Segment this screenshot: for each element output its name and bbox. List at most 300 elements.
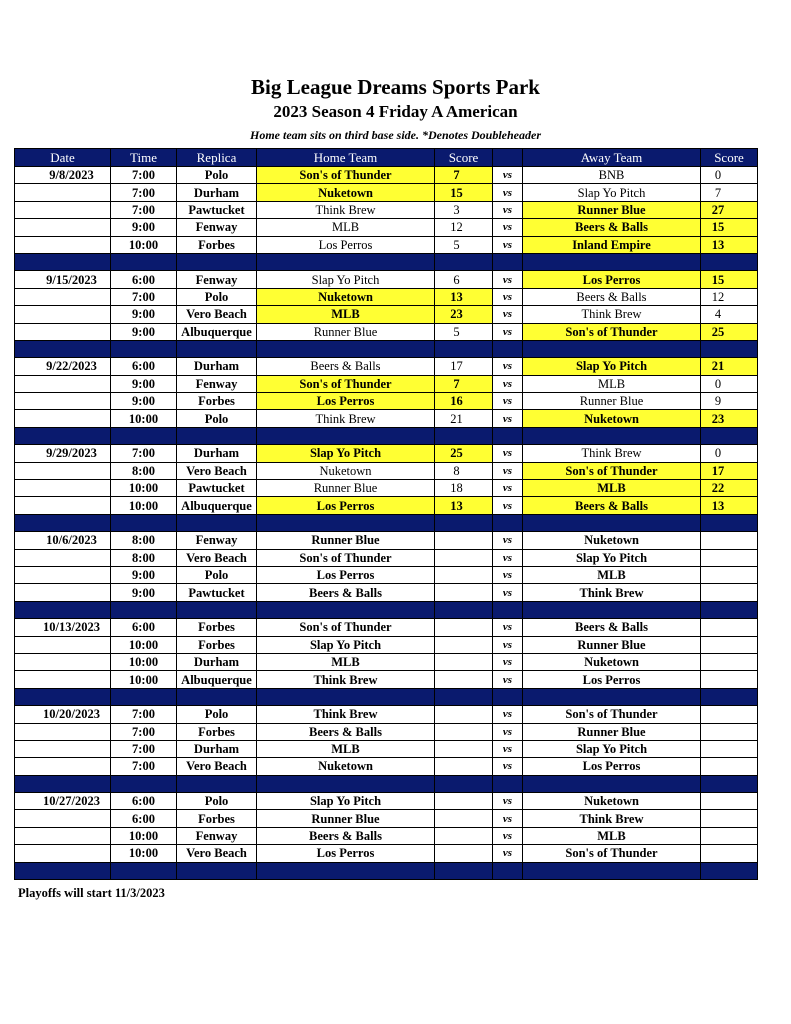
home-team: Runner Blue [257, 532, 435, 549]
header-date: Date [15, 149, 111, 167]
separator-cell [523, 514, 701, 531]
away-team: Think Brew [523, 306, 701, 323]
home-score [435, 723, 493, 740]
vs-label: vs [493, 619, 523, 636]
game-date [15, 323, 111, 340]
game-replica: Forbes [177, 393, 257, 410]
separator-cell [177, 253, 257, 270]
table-row [15, 288, 758, 305]
away-team: Los Perros [523, 758, 701, 775]
game-date: 10/6/2023 [15, 532, 111, 549]
separator-cell [435, 775, 493, 792]
separator-cell [493, 514, 523, 531]
home-team: Nuketown [257, 758, 435, 775]
vs-label: vs [493, 375, 523, 392]
week-separator [15, 253, 758, 270]
home-team: MLB [257, 653, 435, 670]
game-replica: Durham [177, 740, 257, 757]
game-time: 10:00 [111, 497, 177, 514]
table-row [15, 358, 758, 375]
home-score [435, 740, 493, 757]
vs-label: vs [493, 497, 523, 514]
game-time: 6:00 [111, 810, 177, 827]
separator-cell [177, 514, 257, 531]
game-date [15, 584, 111, 601]
home-score [435, 619, 493, 636]
away-team: Inland Empire [523, 236, 701, 253]
game-replica: Durham [177, 184, 257, 201]
week-separator [15, 514, 758, 531]
game-replica: Albuquerque [177, 497, 257, 514]
table-row [15, 184, 758, 201]
away-score [701, 758, 758, 775]
away-team: Runner Blue [523, 393, 701, 410]
separator-cell [523, 340, 701, 357]
game-replica: Polo [177, 793, 257, 810]
game-date [15, 671, 111, 688]
game-date [15, 462, 111, 479]
away-score: 0 [701, 445, 758, 462]
away-team: MLB [523, 480, 701, 497]
schedule-table [14, 148, 758, 880]
game-time: 8:00 [111, 549, 177, 566]
vs-label: vs [493, 566, 523, 583]
vs-label: vs [493, 358, 523, 375]
home-score: 16 [435, 393, 493, 410]
away-score [701, 827, 758, 844]
game-date [15, 758, 111, 775]
away-score: 22 [701, 480, 758, 497]
away-score [701, 532, 758, 549]
game-time: 7:00 [111, 167, 177, 184]
separator-cell [701, 775, 758, 792]
separator-cell [493, 601, 523, 618]
separator-cell [435, 601, 493, 618]
game-date: 10/13/2023 [15, 619, 111, 636]
away-score [701, 793, 758, 810]
game-time: 7:00 [111, 758, 177, 775]
home-team: Nuketown [257, 288, 435, 305]
week-separator [15, 862, 758, 879]
separator-cell [493, 340, 523, 357]
separator-cell [111, 775, 177, 792]
header-home-team: Home Team [257, 149, 435, 167]
header-home-score: Score [435, 149, 493, 167]
separator-cell [111, 427, 177, 444]
game-replica: Vero Beach [177, 462, 257, 479]
game-time: 6:00 [111, 271, 177, 288]
header-away-team: Away Team [523, 149, 701, 167]
separator-cell [701, 862, 758, 879]
game-replica: Fenway [177, 827, 257, 844]
vs-label: vs [493, 219, 523, 236]
separator-cell [257, 688, 435, 705]
away-score [701, 671, 758, 688]
game-replica: Polo [177, 288, 257, 305]
home-score [435, 671, 493, 688]
game-date: 9/29/2023 [15, 445, 111, 462]
separator-cell [177, 775, 257, 792]
game-time: 9:00 [111, 375, 177, 392]
header-vs-blank [493, 149, 523, 167]
table-row [15, 653, 758, 670]
home-score: 25 [435, 445, 493, 462]
vs-label: vs [493, 758, 523, 775]
game-time: 7:00 [111, 723, 177, 740]
away-score [701, 636, 758, 653]
home-team: Beers & Balls [257, 358, 435, 375]
away-score [701, 653, 758, 670]
vs-label: vs [493, 480, 523, 497]
home-team: Los Perros [257, 497, 435, 514]
home-score [435, 810, 493, 827]
home-score [435, 566, 493, 583]
home-score: 17 [435, 358, 493, 375]
week-separator [15, 775, 758, 792]
home-score: 12 [435, 219, 493, 236]
away-team: Nuketown [523, 653, 701, 670]
away-score: 15 [701, 219, 758, 236]
home-score: 7 [435, 375, 493, 392]
game-time: 7:00 [111, 201, 177, 218]
home-team: Runner Blue [257, 480, 435, 497]
vs-label: vs [493, 306, 523, 323]
game-date [15, 566, 111, 583]
separator-cell [177, 601, 257, 618]
vs-label: vs [493, 410, 523, 427]
home-team: Beers & Balls [257, 584, 435, 601]
home-team: Son's of Thunder [257, 549, 435, 566]
away-team: Slap Yo Pitch [523, 549, 701, 566]
table-row [15, 375, 758, 392]
table-row [15, 410, 758, 427]
separator-cell [435, 514, 493, 531]
game-date [15, 236, 111, 253]
game-time: 9:00 [111, 393, 177, 410]
away-team: Nuketown [523, 532, 701, 549]
table-row [15, 619, 758, 636]
separator-cell [257, 514, 435, 531]
vs-label: vs [493, 549, 523, 566]
vs-label: vs [493, 810, 523, 827]
vs-label: vs [493, 393, 523, 410]
table-row [15, 740, 758, 757]
game-date [15, 810, 111, 827]
home-score: 23 [435, 306, 493, 323]
separator-cell [15, 427, 111, 444]
separator-cell [701, 427, 758, 444]
home-score: 7 [435, 167, 493, 184]
away-score [701, 723, 758, 740]
game-time: 10:00 [111, 671, 177, 688]
header-replica: Replica [177, 149, 257, 167]
away-team: Son's of Thunder [523, 706, 701, 723]
home-team: Think Brew [257, 201, 435, 218]
separator-cell [435, 862, 493, 879]
separator-cell [15, 253, 111, 270]
separator-cell [701, 340, 758, 357]
separator-cell [523, 427, 701, 444]
away-score: 21 [701, 358, 758, 375]
game-time: 6:00 [111, 793, 177, 810]
away-score: 0 [701, 375, 758, 392]
game-time: 10:00 [111, 236, 177, 253]
game-date [15, 827, 111, 844]
table-row [15, 845, 758, 862]
separator-cell [111, 340, 177, 357]
away-score: 17 [701, 462, 758, 479]
game-date [15, 393, 111, 410]
game-replica: Forbes [177, 236, 257, 253]
home-team: Nuketown [257, 184, 435, 201]
separator-cell [701, 688, 758, 705]
week-separator [15, 427, 758, 444]
separator-cell [111, 688, 177, 705]
game-replica: Polo [177, 167, 257, 184]
separator-cell [15, 601, 111, 618]
vs-label: vs [493, 462, 523, 479]
home-team: Son's of Thunder [257, 619, 435, 636]
home-team: Los Perros [257, 393, 435, 410]
table-row [15, 758, 758, 775]
away-team: Los Perros [523, 271, 701, 288]
separator-cell [15, 514, 111, 531]
home-score [435, 706, 493, 723]
home-team: Think Brew [257, 410, 435, 427]
game-time: 10:00 [111, 636, 177, 653]
away-team: Runner Blue [523, 723, 701, 740]
separator-cell [257, 862, 435, 879]
game-replica: Polo [177, 410, 257, 427]
home-score: 15 [435, 184, 493, 201]
separator-cell [15, 775, 111, 792]
game-time: 6:00 [111, 619, 177, 636]
away-team: Los Perros [523, 671, 701, 688]
game-time: 9:00 [111, 584, 177, 601]
separator-cell [257, 340, 435, 357]
header-time: Time [111, 149, 177, 167]
game-replica: Albuquerque [177, 671, 257, 688]
game-replica: Forbes [177, 723, 257, 740]
separator-cell [257, 601, 435, 618]
table-row [15, 323, 758, 340]
game-date [15, 201, 111, 218]
home-team: Son's of Thunder [257, 167, 435, 184]
vs-label: vs [493, 532, 523, 549]
away-team: Beers & Balls [523, 219, 701, 236]
vs-label: vs [493, 584, 523, 601]
game-replica: Fenway [177, 532, 257, 549]
home-score: 3 [435, 201, 493, 218]
separator-cell [523, 775, 701, 792]
game-date [15, 740, 111, 757]
game-date: 9/15/2023 [15, 271, 111, 288]
table-row [15, 566, 758, 583]
vs-label: vs [493, 636, 523, 653]
away-team: Runner Blue [523, 636, 701, 653]
game-replica: Pawtucket [177, 584, 257, 601]
vs-label: vs [493, 323, 523, 340]
away-team: BNB [523, 167, 701, 184]
table-row [15, 549, 758, 566]
home-score [435, 636, 493, 653]
separator-cell [435, 427, 493, 444]
home-team: Slap Yo Pitch [257, 445, 435, 462]
home-score: 5 [435, 323, 493, 340]
home-team: Son's of Thunder [257, 375, 435, 392]
game-date [15, 410, 111, 427]
home-team: MLB [257, 219, 435, 236]
table-header-row [15, 149, 758, 167]
vs-label: vs [493, 184, 523, 201]
separator-cell [493, 775, 523, 792]
game-time: 9:00 [111, 566, 177, 583]
vs-label: vs [493, 723, 523, 740]
separator-cell [111, 862, 177, 879]
playoffs-note: Playoffs will start 11/3/2023 [18, 886, 165, 900]
game-replica: Forbes [177, 619, 257, 636]
home-score: 5 [435, 236, 493, 253]
home-team: Runner Blue [257, 810, 435, 827]
separator-cell [523, 601, 701, 618]
home-team: Slap Yo Pitch [257, 636, 435, 653]
away-score: 13 [701, 497, 758, 514]
game-replica: Forbes [177, 810, 257, 827]
away-team: Nuketown [523, 793, 701, 810]
game-time: 7:00 [111, 445, 177, 462]
home-team: Think Brew [257, 671, 435, 688]
table-row [15, 636, 758, 653]
game-replica: Pawtucket [177, 480, 257, 497]
vs-label: vs [493, 201, 523, 218]
table-row [15, 497, 758, 514]
home-team: Beers & Balls [257, 723, 435, 740]
game-replica: Durham [177, 653, 257, 670]
home-score [435, 653, 493, 670]
game-replica: Forbes [177, 636, 257, 653]
separator-cell [257, 775, 435, 792]
vs-label: vs [493, 671, 523, 688]
separator-cell [257, 427, 435, 444]
game-date [15, 636, 111, 653]
table-row [15, 445, 758, 462]
game-replica: Durham [177, 358, 257, 375]
game-replica: Vero Beach [177, 758, 257, 775]
away-team: Slap Yo Pitch [523, 740, 701, 757]
schedule-body [15, 167, 758, 880]
game-date [15, 184, 111, 201]
game-replica: Pawtucket [177, 201, 257, 218]
away-team: Think Brew [523, 445, 701, 462]
table-row [15, 271, 758, 288]
game-replica: Fenway [177, 375, 257, 392]
away-score: 0 [701, 167, 758, 184]
table-row [15, 167, 758, 184]
table-row [15, 462, 758, 479]
separator-cell [701, 253, 758, 270]
vs-label: vs [493, 653, 523, 670]
separator-cell [493, 427, 523, 444]
home-score [435, 758, 493, 775]
game-time: 7:00 [111, 288, 177, 305]
game-date [15, 480, 111, 497]
home-score [435, 845, 493, 862]
separator-cell [523, 253, 701, 270]
away-score: 15 [701, 271, 758, 288]
separator-cell [177, 340, 257, 357]
separator-cell [493, 253, 523, 270]
away-score [701, 706, 758, 723]
table-row [15, 793, 758, 810]
table-row [15, 532, 758, 549]
home-score: 18 [435, 480, 493, 497]
vs-label: vs [493, 740, 523, 757]
game-time: 10:00 [111, 480, 177, 497]
game-date [15, 375, 111, 392]
away-team: Runner Blue [523, 201, 701, 218]
separator-cell [177, 862, 257, 879]
home-score [435, 584, 493, 601]
game-replica: Fenway [177, 271, 257, 288]
vs-label: vs [493, 793, 523, 810]
table-row [15, 723, 758, 740]
vs-label: vs [493, 167, 523, 184]
away-score: 12 [701, 288, 758, 305]
game-date [15, 549, 111, 566]
away-team: Think Brew [523, 810, 701, 827]
separator-cell [177, 688, 257, 705]
separator-cell [701, 601, 758, 618]
home-team: Los Perros [257, 236, 435, 253]
week-separator [15, 601, 758, 618]
away-score [701, 549, 758, 566]
away-score: 13 [701, 236, 758, 253]
separator-cell [15, 340, 111, 357]
away-team: Slap Yo Pitch [523, 358, 701, 375]
separator-cell [493, 688, 523, 705]
game-date: 9/8/2023 [15, 167, 111, 184]
game-time: 8:00 [111, 532, 177, 549]
away-score: 23 [701, 410, 758, 427]
game-replica: Vero Beach [177, 549, 257, 566]
away-team: Beers & Balls [523, 497, 701, 514]
game-time: 10:00 [111, 410, 177, 427]
home-team: Runner Blue [257, 323, 435, 340]
table-row [15, 219, 758, 236]
game-time: 7:00 [111, 706, 177, 723]
table-row [15, 201, 758, 218]
game-date [15, 653, 111, 670]
vs-label: vs [493, 845, 523, 862]
home-score: 8 [435, 462, 493, 479]
separator-cell [15, 688, 111, 705]
game-replica: Vero Beach [177, 306, 257, 323]
home-team: Slap Yo Pitch [257, 793, 435, 810]
game-time: 9:00 [111, 323, 177, 340]
away-team: MLB [523, 566, 701, 583]
game-replica: Polo [177, 706, 257, 723]
home-team: Nuketown [257, 462, 435, 479]
home-score: 13 [435, 288, 493, 305]
game-replica: Durham [177, 445, 257, 462]
away-score [701, 740, 758, 757]
game-date [15, 306, 111, 323]
game-time: 10:00 [111, 845, 177, 862]
separator-cell [493, 862, 523, 879]
table-row [15, 671, 758, 688]
game-date [15, 723, 111, 740]
home-team: MLB [257, 306, 435, 323]
